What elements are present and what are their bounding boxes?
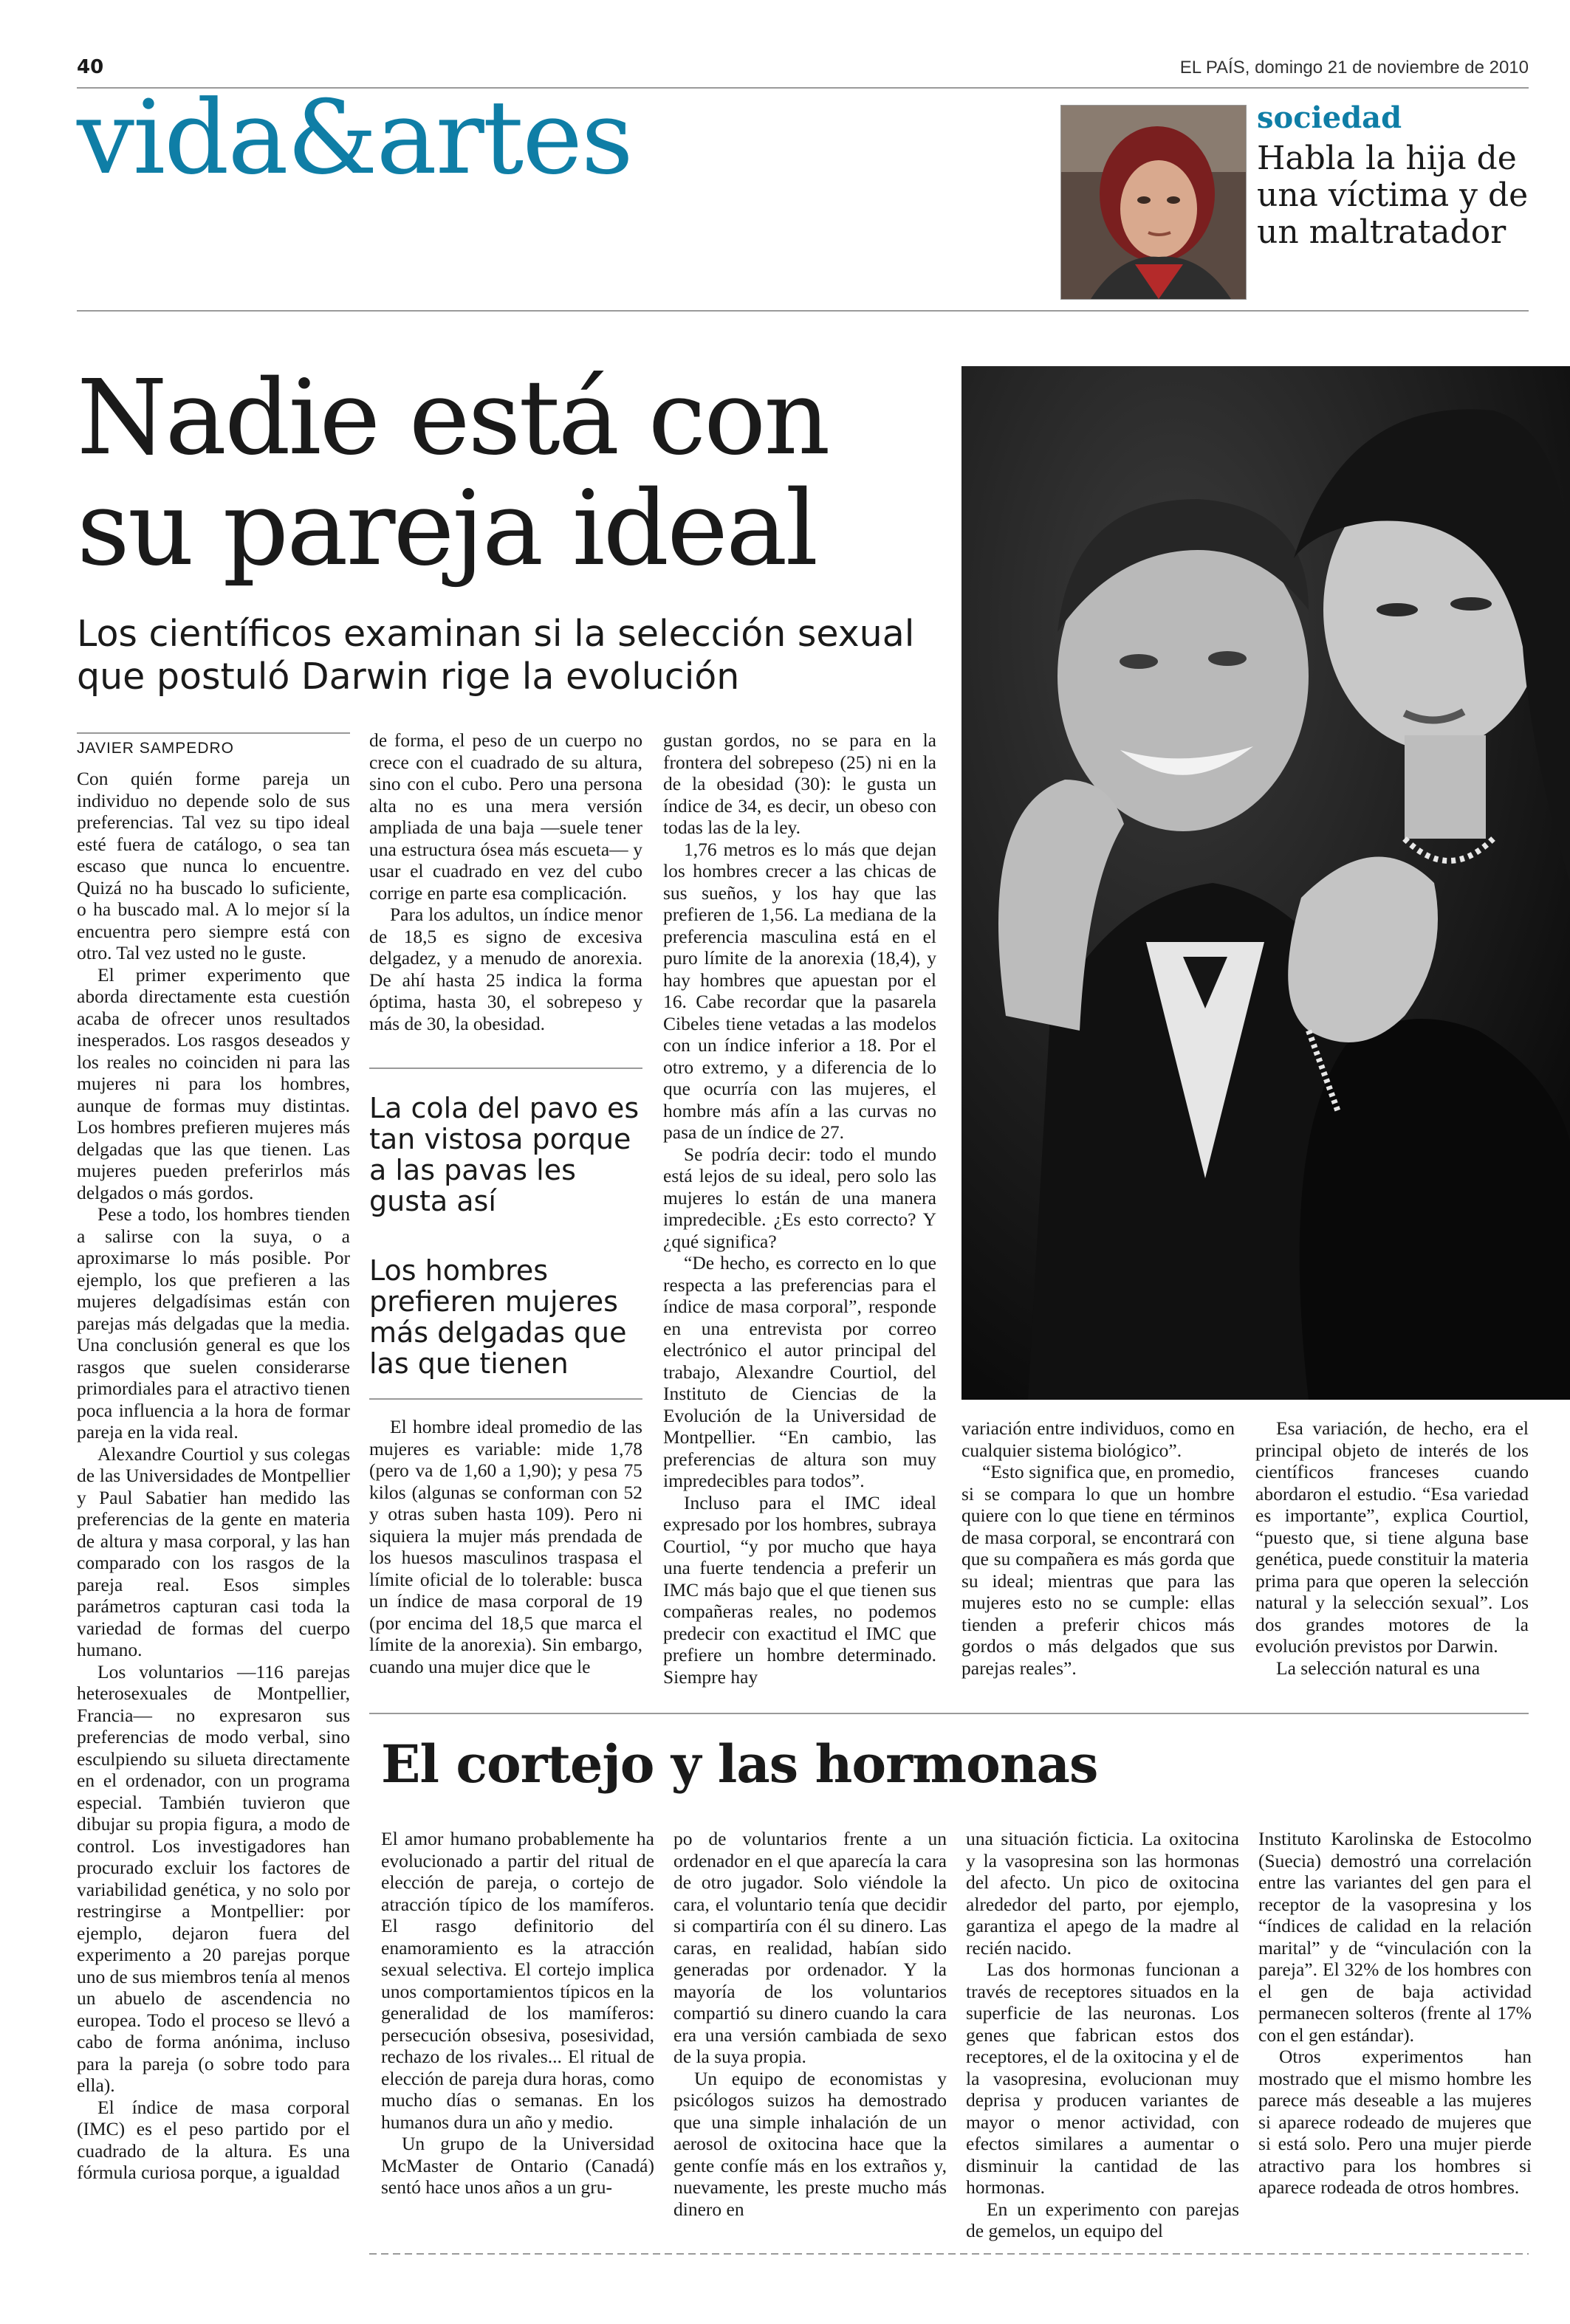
teaser-section-label: sociedad [1257,100,1402,135]
pullquote-2: Los hombres prefieren mujeres más delgadas que las que tienen [369,1254,627,1380]
paragraph: Instituto Karolinska de Estocolmo (Suecia) demostró una correlación entre las variantes del gen para el receptor de la vasopresina y los “índices de calidad en la relación marital” y de “vinculación con la pareja”. El 32% de los hombres con el gen de baja actividad permanecen solteros (frente al 17% con el gen estándar). [1258,1828,1532,2046]
page-number: 40 [77,56,104,78]
paragraph: El amor humano probablemente ha evolucionado a partir del ritual de elección de pareja, o cortejo de atracción típico de los mamíferos. El rasgo definitorio del enamoramiento es la atracción sexual selectiva. El cortejo implica unos comportamientos típicos en la generalidad de los mamíferos: persecución obsesiva, posesividad, rechazo de los rivales... El ritual de elección de pareja dura horas, como mucho días o semanas. En los humanos dura un año y medio. [381,1828,654,2133]
sidebar-column-1 [381,1828,654,2198]
pullquote-1: La cola del pavo es tan vistosa porque a las pavas les gusta así [369,1092,640,1217]
byline: JAVIER SAMPEDRO [77,732,350,757]
couple-photo[interactable] [961,366,1570,1400]
sidebar-bottom-rule [369,2253,1529,2255]
article-column-1 [77,768,350,2184]
dateline: EL PAÍS, domingo 21 de noviembre de 2010 [1179,58,1529,78]
article-deck: Los científicos examinan si la selección sexual que postuló Darwin rige la evolución [77,613,915,698]
article-column-4 [961,1417,1235,1679]
article-column-3 [663,729,936,1688]
paragraph: El índice de masa corporal (IMC) es el peso partido por el cuadrado de la altura. Es una fórmula curiosa porque, a igualdad [77,2096,350,2183]
paragraph: “Esto significa que, en promedio, si se compara lo que un hombre quiere con lo que tiene en términos de masa corporal, se encontrará con que su compañera es más gorda que su ideal; mientras que para las mujeres esto no se cumple: ellas tienden a preferir chicos más gordos o más delgados que sus parejas reales”. [961,1461,1235,1679]
paragraph: El hombre ideal promedio de las mujeres es variable: mide 1,78 (pero va de 1,60 a 1,90); y pesa 75 kilos (algunas se conforman con 52 y otras suben hasta 109). Pero ni siquiera la mujer más prendada de los huesos masculinos traspasa el límite oficial de lo tolerable: busca un índice de masa corporal de 19 (por encima del 18,5 que marca el límite de la anorexia). Sin embargo, cuando una mujer dice que le [369,1416,642,1677]
paragraph: de forma, el peso de un cuerpo no crece con el cuadrado de su altura, sino con el cubo. Pero una persona alta no es una mera versión ampliada de una baja —suele tener una estructura ósea más escueta— y usar el cuadrado en vez del cubo corrige en parte esa complicación. [369,729,642,904]
paragraph: Pese a todo, los hombres tienden a salirse con la suya, o a aproximarse lo más posible. Por ejemplo, los que prefieren a las mujeres delgadísimas están con parejas más delgadas que la media. Una conclusión general es que los rasgos que suelen considerarse primordiales para el atractivo tienen poca influencia a la hora de formar pareja en la vida real. [77,1203,350,1443]
pullquote-rule [369,1398,642,1400]
sidebar-column-4 [1258,1828,1532,2198]
article-column-2-bottom [369,1416,642,1677]
paragraph: po de voluntarios frente a un ordenador en el que aparecía la cara de otro jugador. Solo viéndole la cara, el voluntario tenía que decidir si compartiría con él su dinero. Las caras, en realidad, habían sido generadas por ordenador. Y la mayoría de los voluntarios compartió su dinero cuando la cara era una versión cambiada de sexo de la suya propia. [673,1828,947,2067]
paragraph: Las dos hormonas funcionan a través de receptores situados en la superficie de las neuronas. Los genes que fabrican estos dos receptores, el de la oxitocina y el de la vasopresina, evolucionan muy deprisa y producen variantes de mayor o menor actividad, con efectos similares a aumentar o disminuir la cantidad de las hormonas. [966,1959,1239,2198]
sidebar-title: El cortejo y las hormonas [381,1733,1098,1795]
paragraph: Esa variación, de hecho, era el principal objeto de interés de los científicos franceses cuando abordaron el estudio. “Esa variedad es importante”, explica Courtiol, “puesto que, si tiene alguna base genética, puede constituir la materia prima para que operen la selección natural y la selección sexual”. Los dos grandes motores de la evolución previstos por Darwin. [1255,1417,1529,1657]
paragraph: Alexandre Courtiol y sus colegas de las Universidades de Montpellier y Paul Sabatier han medido las preferencias de la gente en materia de altura y masa corporal, y las han comparado con los rasgos de la pareja real. Esos simples parámetros capturan casi toda la variedad de formas del cuerpo humano. [77,1443,350,1660]
teaser-headline[interactable]: Habla la hija de una víctima y de un maltratador [1257,140,1529,251]
paragraph: La selección natural es una [1276,1657,1481,1679]
paragraph: “De hecho, es correcto en lo que respecta a las preferencias para el índice de masa corporal”, responde en una entrevista por correo electrónico el autor principal del trabajo, Alexandre Courtiol, del Instituto de Ciencias de la Evolución de la Universidad de Montpellier. “En cambio, las preferencias de altura son muy impredecibles para todos”. [663,1252,936,1491]
paragraph: una situación ficticia. La oxitocina y la vasopresina son las hormonas del afecto. Un pico de oxitocina alrededor del parto, por ejemplo, garantiza el apego de la madre al recién nacido. [966,1828,1239,1959]
paragraph: Incluso para el IMC ideal expresado por los hombres, subraya Courtiol, “y por mucho que haya una fuerte tendencia a preferir un IMC más bajo que el que tienen sus compañeras reales, no podemos predecir con exactitud el IMC que prefiere un hombre determinado. Siempre hay [663,1491,936,1688]
sidebar-column-3 [966,1828,1239,2242]
section-title: vida&artes [77,78,632,197]
sidebar-top-rule [369,1713,1529,1714]
paragraph: En un experimento con parejas de gemelos, un equipo del [966,2198,1239,2241]
teaser-bottom-rule [77,310,1529,312]
paragraph: gustan gordos, no se para en la frontera del sobrepeso (25) ni en la de la obesidad (30): le gusta un índice de 34, es decir, un obeso con todas las de la ley. [663,729,936,838]
paragraph: Con quién forme pareja un individuo no depende solo de sus preferencias. Tal vez su tipo ideal esté fuera de catálogo, o sea tan escaso que nunca lo encuentre. Quizá no ha buscado lo suficiente, o ha buscado mal. A lo mejor sí la encuentra pero siempre está con otro. Tal vez usted no le guste. [77,768,350,963]
article-headline: Nadie está con su pareja ideal [77,358,829,589]
paragraph: Un equipo de economistas y psicólogos suizos ha demostrado que una simple inhalación de un aerosol de oxitocina hace que la gente confíe más en los extraños y, nuevamente, les preste mucho más dinero en [673,2067,947,2220]
teaser-portrait-photo[interactable] [1060,105,1247,300]
paragraph: 1,76 metros es lo más que dejan los hombres crecer a las chicas de sus sueños, y los hay que las prefieren de 1,56. La mediana de la preferencia masculina está en el puro límite de la anorexia (18,4), y hay hombres que apuestan por el 16. Cabe recordar que la pasarela Cibeles tiene vetadas a las modelos con un índice inferior a 18. Por el otro extremo, y a diferencia de lo que ocurría con las mujeres, el hombre más afín a las curvas no pasa de un índice de 27. [663,838,936,1143]
pullquote-rule [369,1068,642,1069]
paragraph: Se podría decir: todo el mundo está lejos de su ideal, pero solo las mujeres lo están de una manera impredecible. ¿Es esto correcto? Y ¿qué significa? [663,1143,936,1252]
sidebar-column-2 [673,1828,947,2220]
paragraph: Para los adultos, un índice menor de 18,5 es signo de excesiva delgadez, y a menudo de anorexia. De ahí hasta 25 indica la forma óptima, hasta 30, el sobrepeso y más de 30, la obesidad. [369,904,642,1034]
paragraph: variación entre individuos, como en cualquier sistema biológico”. [961,1417,1235,1461]
paragraph: El primer experimento que aborda directamente esta cuestión acaba de ofrecer unos resultados inesperados. Los rasgos deseados y los reales no coinciden ni para las mujeres ni para los hombres, aunque de formas muy distintas. Los hombres prefieren mujeres más delgadas que las que tienen. Las mujeres pueden preferirlos más delgados o más gordos. [77,963,350,1203]
article-column-2-top [369,729,642,1034]
paragraph: Los voluntarios —116 parejas heterosexuales de Montpellier, Francia— no expresaron sus preferencias de modo verbal, sino esculpiendo su silueta directamente en el ordenador, con un programa especial. También tuvieron que dibujar su propia figura, a modo de control. Los investigadores han procurado excluir los factores de variabilidad genética, y no solo por restringirse a Montpellier: por ejemplo, dejaron fuera del experimento a 20 parejas porque uno de sus miembros tenía al menos un abuelo de ascendencia no europea. Todo el proceso se llevó a cabo de forma anónima, incluso para la pareja (o sobre todo para ella). [77,1660,350,2096]
article-column-5 [1255,1417,1529,1679]
paragraph: Otros experimentos han mostrado que el mismo hombre les parece más deseable a las mujeres si aparece rodeado de mujeres que si está solo. Pero una mujer pierde atractivo para los hombres si aparece rodeada de otros hombres. [1258,2046,1532,2198]
paragraph: Un grupo de la Universidad McMaster de Ontario (Canadá) sentó hace unos años a un gru- [381,2133,654,2198]
